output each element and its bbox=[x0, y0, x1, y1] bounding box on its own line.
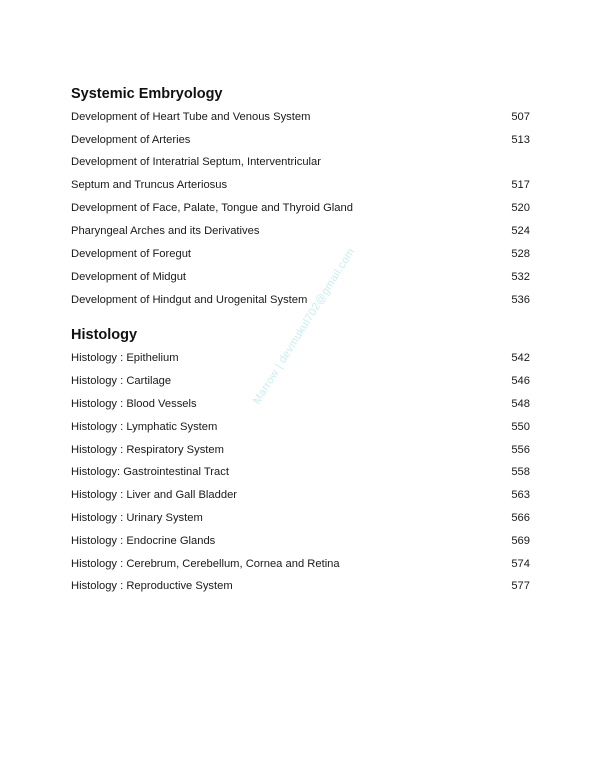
toc-entry bbox=[71, 372, 530, 390]
entry-title: Histology : Liver and Gall Bladder bbox=[71, 489, 238, 501]
toc-entry bbox=[71, 486, 530, 504]
entry-title: Histology : Cartilage bbox=[71, 375, 172, 387]
toc-entry bbox=[71, 532, 530, 550]
entry-page-number: 574 bbox=[511, 558, 530, 570]
entry-title: Histology: Gastrointestinal Tract bbox=[71, 466, 229, 478]
entry-page-number: 528 bbox=[511, 248, 530, 260]
entry-title: Histology : Urinary System bbox=[71, 512, 203, 524]
entry-page-number: 563 bbox=[511, 489, 530, 501]
entry-page-number: 548 bbox=[511, 398, 530, 410]
entry-title: Development of Heart Tube and Venous System bbox=[71, 111, 311, 123]
watermark: Marrow | devmukul702@gmail.com bbox=[251, 246, 358, 407]
toc-page bbox=[71, 0, 530, 776]
entry-title: Development of Foregut bbox=[71, 248, 192, 260]
entry-title: Development of Face, Palate, Tongue and Thyroid Gland bbox=[71, 202, 353, 214]
entry-page-number: 536 bbox=[511, 294, 530, 306]
entry-page-number: 520 bbox=[511, 202, 530, 214]
entry-title: Development of Interatrial Septum, Interventricular bbox=[71, 156, 321, 168]
entry-title: Development of Midgut bbox=[71, 271, 187, 283]
entry-page-number: 532 bbox=[511, 271, 530, 283]
entry-title: Histology : Lymphatic System bbox=[71, 421, 218, 433]
entry-page-number: 566 bbox=[511, 512, 530, 524]
toc-entry bbox=[71, 268, 530, 286]
toc-entry bbox=[71, 577, 530, 595]
toc-entry bbox=[71, 349, 530, 367]
entry-page-number: 524 bbox=[511, 225, 530, 237]
entry-page-number: 513 bbox=[511, 134, 530, 146]
entry-title: Development of Hindgut and Urogenital System bbox=[71, 294, 308, 306]
entry-title: Histology : Respiratory System bbox=[71, 444, 224, 456]
entry-title: Histology : Cerebrum, Cerebellum, Cornea and Retina bbox=[71, 558, 340, 570]
entry-page-number: 558 bbox=[511, 466, 530, 478]
toc-entry bbox=[71, 176, 530, 194]
entry-page-number: 546 bbox=[511, 375, 530, 387]
entry-title: Histology : Reproductive System bbox=[71, 580, 233, 592]
entry-title: Pharyngeal Arches and its Derivatives bbox=[71, 225, 260, 237]
entry-title: Histology : Epithelium bbox=[71, 352, 179, 364]
entry-page-number: 507 bbox=[511, 111, 530, 123]
entry-page-number: 556 bbox=[511, 444, 530, 456]
entry-title: Histology : Blood Vessels bbox=[71, 398, 197, 410]
toc-entry bbox=[71, 199, 530, 217]
entry-title: Histology : Endocrine Glands bbox=[71, 535, 216, 547]
toc-entry bbox=[71, 291, 530, 309]
toc-entry bbox=[71, 222, 530, 240]
toc-entry bbox=[71, 131, 530, 149]
entry-page-number: 569 bbox=[511, 535, 530, 547]
entry-title: Development of Arteries bbox=[71, 134, 191, 146]
entry-page-number: 517 bbox=[511, 179, 530, 191]
section-title-systemic-embryology: Systemic Embryology bbox=[71, 86, 223, 102]
entry-page-number: 550 bbox=[511, 421, 530, 433]
toc-entry bbox=[71, 108, 530, 126]
toc-entry bbox=[71, 555, 530, 573]
section-title-histology: Histology bbox=[71, 327, 138, 343]
entry-page-number: 542 bbox=[511, 352, 530, 364]
toc-entry bbox=[71, 418, 530, 436]
entry-title: Septum and Truncus Arteriosus bbox=[71, 179, 228, 191]
entry-page-number: 577 bbox=[511, 580, 530, 592]
toc-entry bbox=[71, 463, 530, 481]
toc-entry bbox=[71, 245, 530, 263]
toc-entry bbox=[71, 395, 530, 413]
toc-entry bbox=[71, 441, 530, 459]
toc-entry bbox=[71, 153, 530, 171]
toc-entry bbox=[71, 509, 530, 527]
